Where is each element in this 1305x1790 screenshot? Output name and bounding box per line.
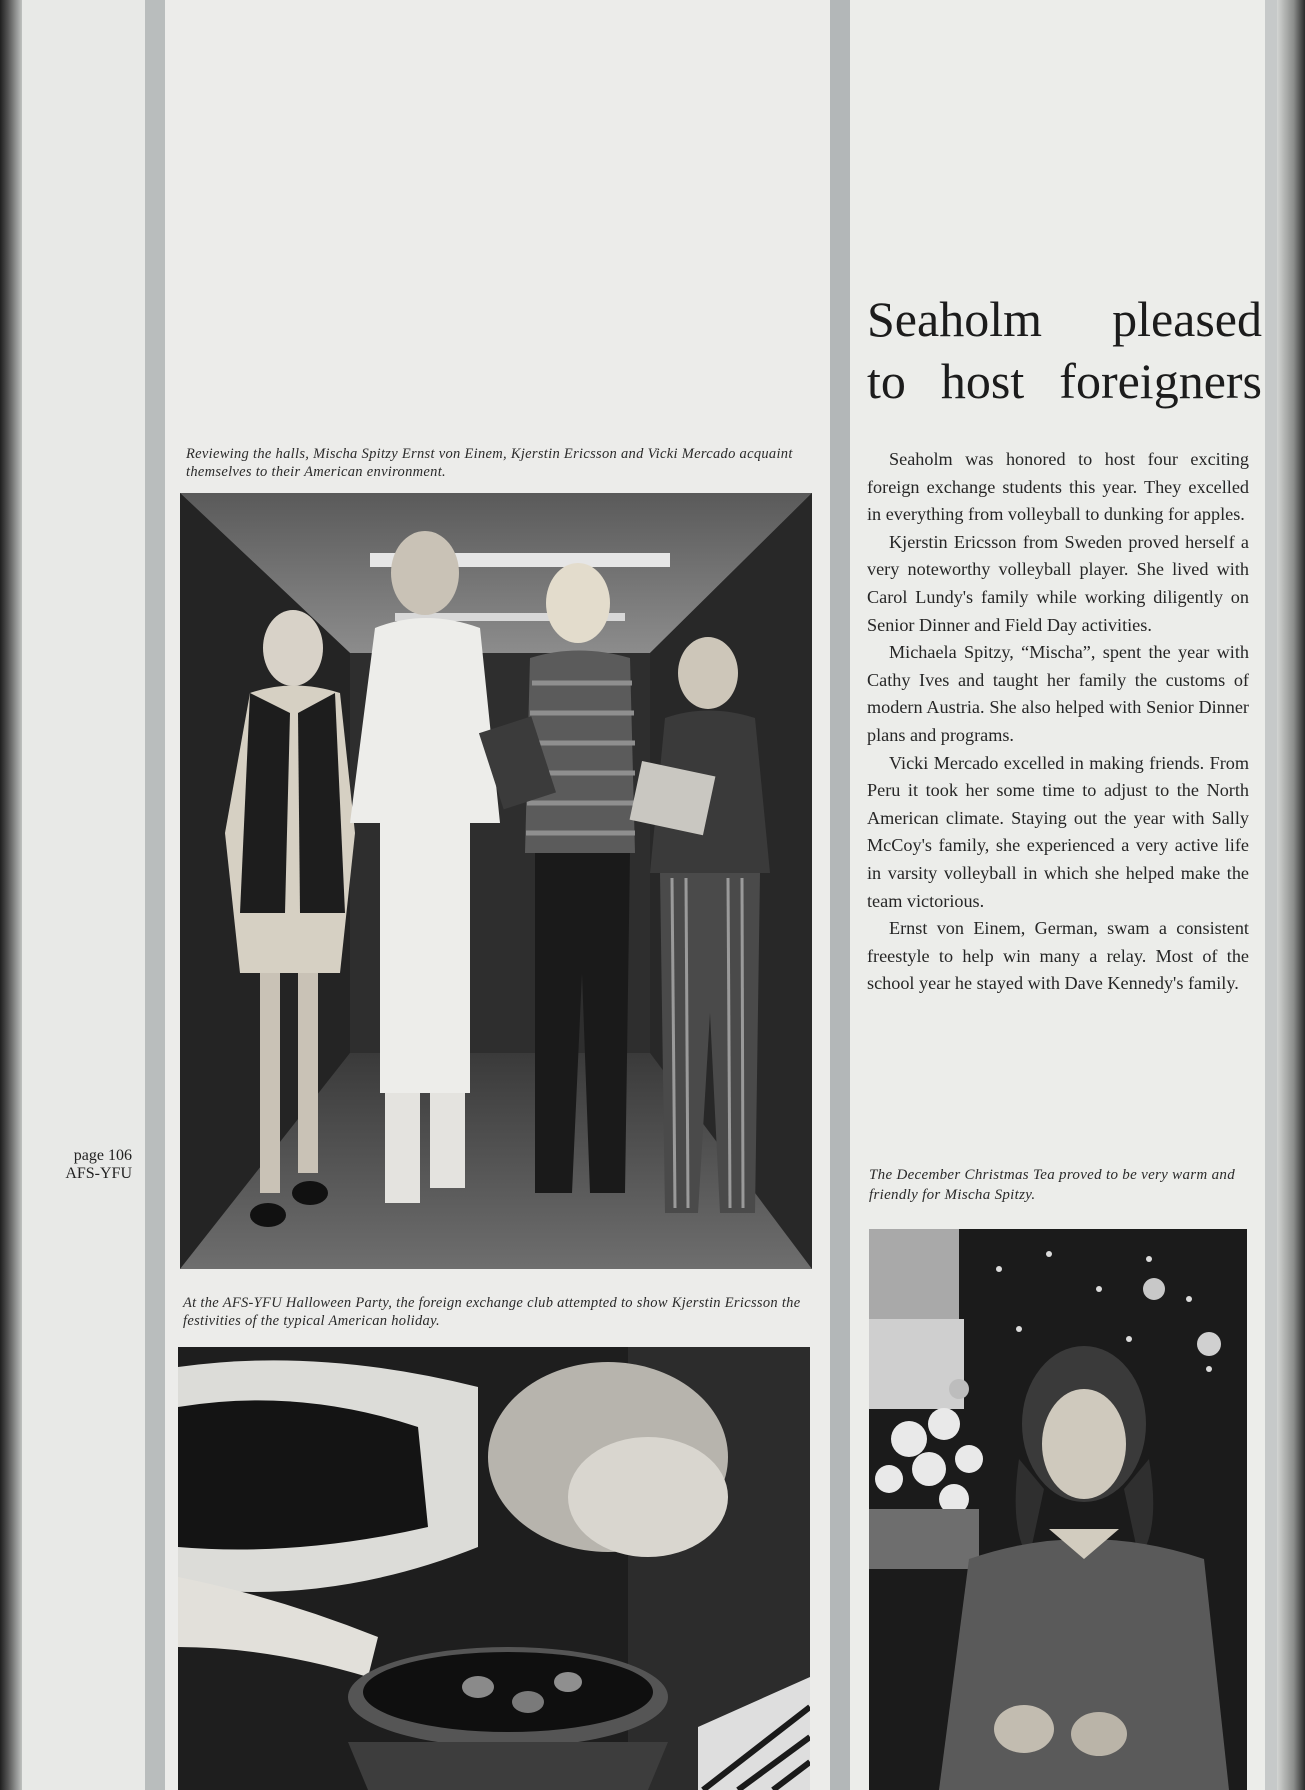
christmas-tea-photo-image: [869, 1229, 1247, 1790]
apple-bobbing-photo-image: [178, 1347, 810, 1790]
folio: [40, 1147, 132, 1183]
hallway-photo-image: [180, 493, 812, 1269]
christmas-tea-photo: [869, 1229, 1247, 1790]
page-gutter: [830, 0, 850, 1790]
page-margin-left: [22, 0, 145, 1790]
hallway-caption: Reviewing the halls, Mischa Spitzy Ernst von Einem, Kjerstin Ericsson and Vicki Mercado acquaint themselves to their American environment.: [186, 446, 793, 480]
hallway-photo: [180, 493, 812, 1269]
article-body: [867, 446, 1249, 998]
apple-bobbing-photo: [178, 1347, 810, 1790]
article-paragraph: Michaela Spitzy, “Mischa”, spent the year with Cathy Ives and taught her family the customs of modern Austria. She also helped with Senior Dinner plans and programs.: [867, 642, 1249, 745]
scan-binding-edge-right: [1277, 0, 1305, 1790]
section-label: AFS-YFU: [65, 1165, 132, 1182]
page-number-label: page 106: [73, 1147, 132, 1164]
article-paragraph: Vicki Mercado excelled in making friends. From Peru it took her some time to adjust to the North American climate. Staying out the year with Sally McCoy's family, she experienced a very active life in varsity volleyball in which she helped make the team victorious.: [867, 752, 1249, 911]
article-paragraph: Seaholm was honored to host four exciting foreign exchange students this year. They excelled in everything from volleyball to dunking for apples.: [867, 449, 1249, 525]
scan-binding-edge-left: [0, 0, 22, 1790]
headline-line-1: Seaholm pleased: [867, 291, 1262, 347]
headline: [867, 288, 1262, 412]
tea-caption: The December Christmas Tea proved to be very warm and friendly for Mischa Spitzy.: [869, 1167, 1235, 1203]
headline-line-2: to host foreigners: [867, 353, 1262, 409]
article-paragraph: Ernst von Einem, German, swam a consistent freestyle to help win many a relay. Most of the school year he stayed with Dave Kennedy's family.: [867, 918, 1249, 994]
article-paragraph: Kjerstin Ericsson from Sweden proved herself a very noteworthy volleyball player. She lived with Carol Lundy's family while working diligently on Senior Dinner and Field Day activities.: [867, 531, 1249, 635]
page-border-band-right: [1265, 0, 1277, 1790]
page-border-band-left: [145, 0, 165, 1790]
halloween-caption: At the AFS-YFU Halloween Party, the foreign exchange club attempted to show Kjerstin Ericsson the festivities of the typical American holiday.: [183, 1295, 801, 1329]
